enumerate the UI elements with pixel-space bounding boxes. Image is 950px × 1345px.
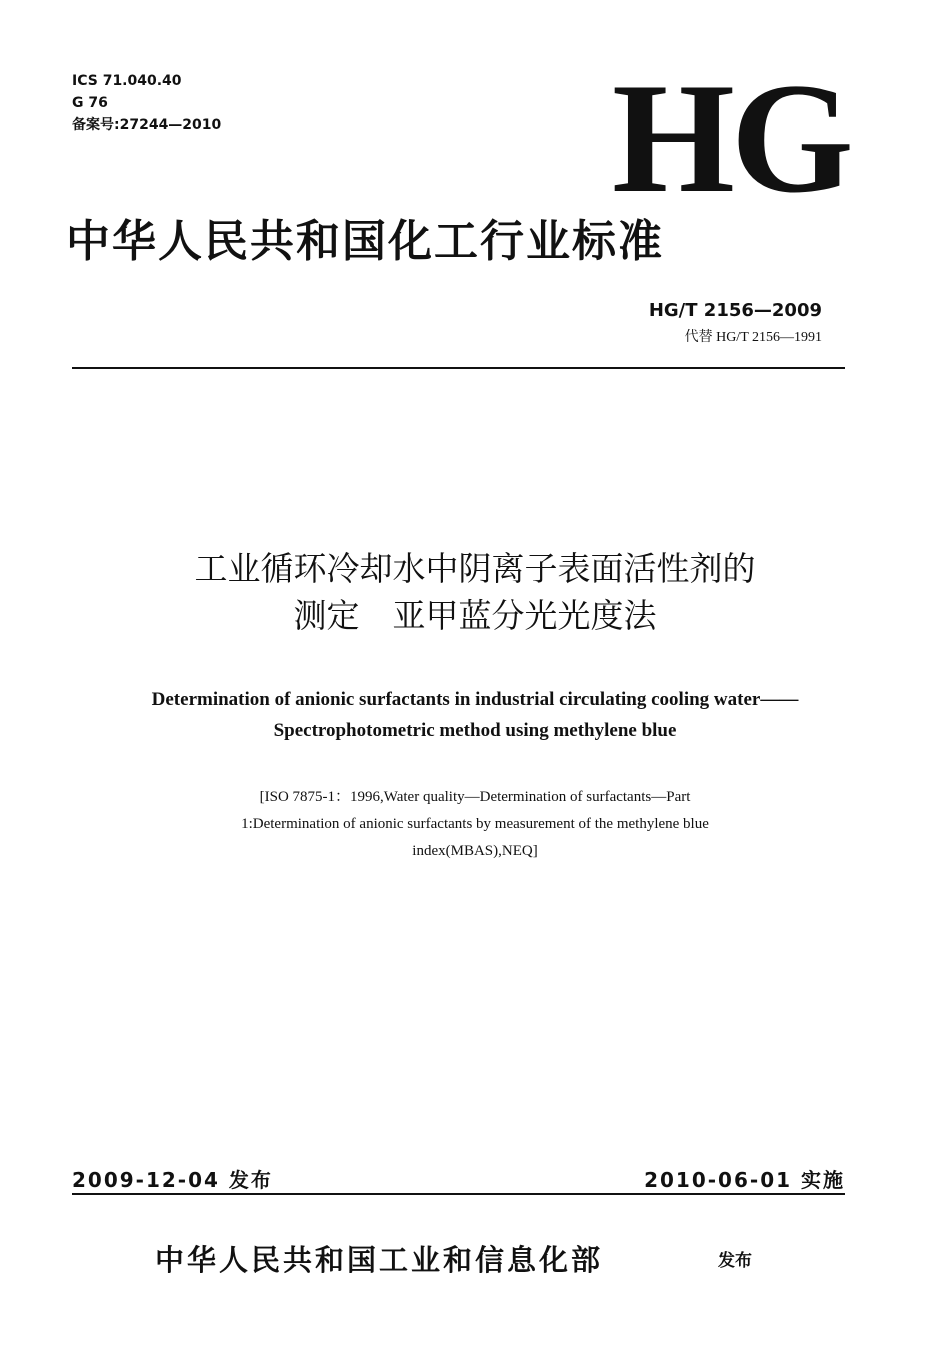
ccs-code: G 76	[72, 95, 108, 111]
classification-block	[72, 70, 221, 136]
iso-reference-line-2: 1:Determination of anionic surfactants by measurement of the methylene blue	[241, 816, 709, 832]
publisher: 中华人民共和国工业和信息化部	[155, 1243, 604, 1277]
implementation-date: 2010-06-01 实施	[644, 1168, 845, 1192]
top-divider	[72, 367, 845, 369]
chinese-title	[40, 545, 910, 639]
hg-logo: HG	[612, 51, 850, 226]
chinese-title-line-2: 测定 亚甲蓝分光光度法	[293, 596, 657, 635]
bottom-divider	[72, 1193, 845, 1195]
filing-number: 备案号:27244—2010	[72, 117, 222, 133]
english-title-line-2: Spectrophotometric method using methylene blue	[273, 720, 677, 741]
iso-reference-line-1: [ISO 7875-1：1996,Water quality—Determination of surfactants—Part	[259, 789, 691, 805]
ics-code: ICS 71.040.40	[72, 73, 182, 89]
iso-reference	[100, 784, 850, 865]
standard-number: HG/T 2156—2009	[648, 300, 822, 321]
standard-type-heading: 中华人民共和国化工行业标准	[66, 216, 664, 267]
iso-reference-line-3: index(MBAS),NEQ]	[412, 843, 538, 859]
english-title-line-1: Determination of anionic surfactants in industrial circulating cooling water——	[151, 689, 799, 710]
issue-date: 2009-12-04 发布	[72, 1168, 273, 1192]
replaces-standard: 代替 HG/T 2156—1991	[684, 330, 822, 345]
publisher-suffix: 发布	[718, 1251, 752, 1271]
chinese-title-line-1: 工业循环冷却水中阴离子表面活性剂的	[194, 549, 756, 588]
english-title	[40, 684, 910, 746]
